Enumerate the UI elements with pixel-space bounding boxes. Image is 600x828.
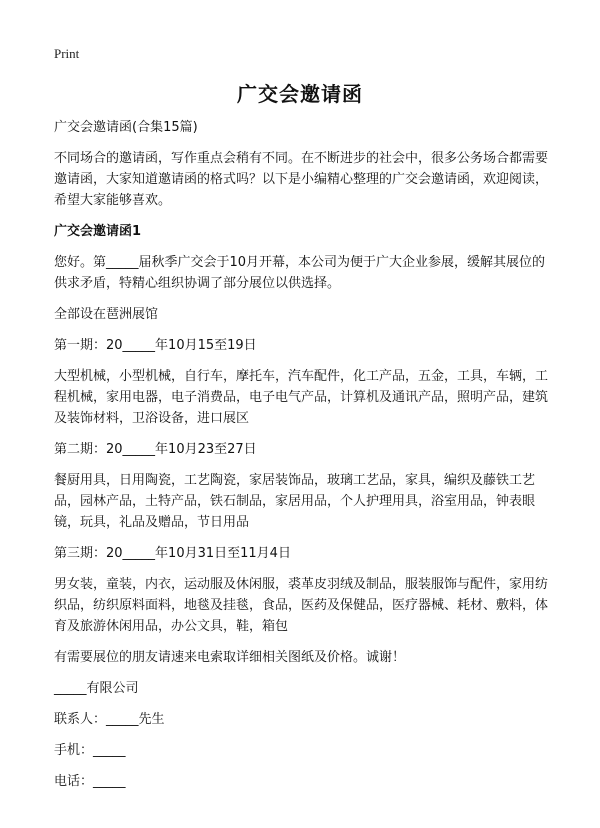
section-heading: 广交会邀请函1: [54, 224, 142, 239]
greeting-paragraph: 您好。第_____届秋季广交会于10月开幕，本公司为便于广大企业参展，缓解其展位的供求矛盾，特精心组织协调了部分展位以供选择。: [54, 255, 546, 291]
mobile-line: 手机：_____: [54, 743, 126, 758]
phase3-items: 男女装，童装，内衣，运动服及休闲服，裘革皮羽绒及制品，服装服饰与配件，家用纺织品，纺织原料面料，地毯及挂毯，食品，医药及保健品，医疗器械、耗材、敷料，体育及旅游休闲用品，办公文具，鞋，箱包: [54, 577, 549, 634]
phase2-items: 餐厨用具，日用陶瓷，工艺陶瓷，家居装饰品，玻璃工艺品，家具，编织及藤铁工艺品，园林产品，土特产品，铁石制品，家居用品，个人护理用具，浴室用品，钟表眼镜，玩具，礼品及赠品，节日用品: [54, 473, 536, 530]
company-line: _____有限公司: [54, 681, 139, 696]
print-link[interactable]: Print: [54, 46, 80, 61]
phase1-items: 大型机械，小型机械，自行车，摩托车，汽车配件，化工产品，五金，工具，车辆，工程机械，家用电器，电子消费品，电子电气产品，计算机及通讯产品，照明产品，建筑及装饰材料，卫浴设备，进口展区: [54, 369, 549, 426]
phone-line: 电话：_____: [54, 774, 126, 789]
phase2-date: 第二期：20_____年10月23至27日: [54, 442, 257, 457]
document-title: 广交会邀请函: [237, 82, 363, 106]
collection-line: 广交会邀请函(合集15篇): [54, 120, 198, 135]
intro-paragraph: 不同场合的邀请函，写作重点会稍有不同。在不断进步的社会中，很多公务场合都需要邀请函，大家知道邀请函的格式吗？以下是小编精心整理的广交会邀请函，欢迎阅读，希望大家能够喜欢。: [54, 151, 549, 208]
venue-line: 全部设在琶洲展馆: [54, 307, 159, 322]
document-body: [54, 117, 549, 792]
phase3-date: 第三期：20_____年10月31日至11月4日: [54, 546, 291, 561]
closing-line: 有需要展位的朋友请速来电索取详细相关图纸及价格。诚谢！: [54, 650, 406, 665]
contact-line: 联系人：_____先生: [54, 712, 165, 727]
phase1-date: 第一期：20_____年10月15至19日: [54, 338, 257, 353]
